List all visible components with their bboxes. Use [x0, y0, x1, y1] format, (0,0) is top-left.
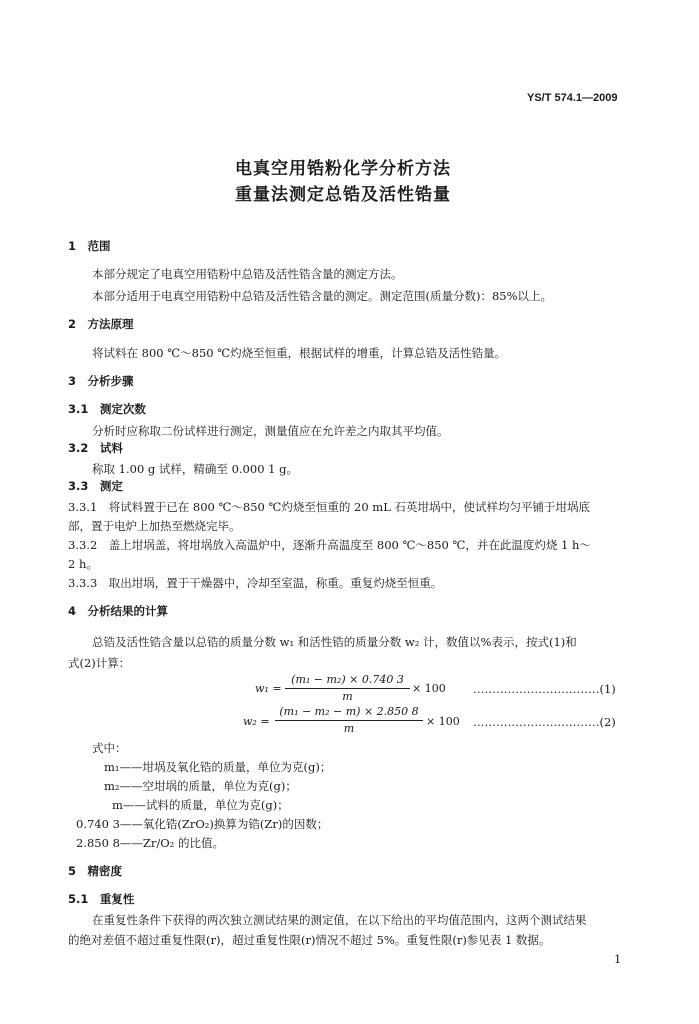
section-3-3-1-line-1: 3.3.1 将试料置于已在 800 ℃～850 ℃灼烧至恒重的 20 mL 石英坩埚中，使试样均匀平铺于坩埚底	[68, 500, 590, 514]
formula-2-denominator: m	[343, 722, 355, 735]
section-3-3-heading: 3.3 测定	[68, 479, 123, 493]
section-3-2-heading: 3.2 试料	[68, 441, 123, 455]
definition-m2: m₂——空坩埚的质量，单位为克(g)；	[104, 779, 297, 793]
section-1-paragraph-2: 本部分适用于电真空用锆粉中总锆及活性锆含量的测定。测定范围(质量分数)：85%以上。	[92, 289, 553, 303]
section-2-paragraph: 将试料在 800 ℃～850 ℃灼烧至恒重，根据试样的增重，计算总锆及活性锆量。	[92, 346, 507, 360]
page-number: 1	[614, 952, 622, 966]
title-line-1: 电真空用锆粉化学分析方法	[235, 159, 451, 179]
section-2-heading: 2 方法原理	[68, 317, 134, 331]
section-5-1-line-1: 在重复性条件下获得的两次独立测试结果的测定值，在以下给出的平均值范围内，这两个测试结果	[92, 913, 587, 927]
section-5-1-line-2: 的绝对差值不超过重复性限(r)，超过重复性限(r)情况不超过 5%。重复性限(r)参见表 1 数据。	[68, 933, 551, 947]
section-3-2-paragraph: 称取 1.00 g 试样，精确至 0.000 1 g。	[92, 462, 298, 476]
definition-ratio: 2.850 8——Zr/O₂ 的比值。	[76, 836, 224, 850]
definition-factor: 0.740 3——氧化锆(ZrO₂)换算为锆(Zr)的因数；	[76, 817, 329, 831]
section-4-heading: 4 分析结果的计算	[68, 604, 169, 618]
formula-1-tail: × 100	[412, 682, 446, 695]
definition-m1: m₁——坩埚及氧化锆的质量，单位为克(g)；	[104, 760, 332, 774]
section-3-3-1-line-2: 部，置于电炉上加热至燃烧完毕。	[68, 519, 241, 533]
title-line-2: 重量法测定总锆及活性锆量	[235, 185, 451, 205]
section-4-paragraph-line-1: 总锆及活性锆含量以总锆的质量分数 w₁ 和活性锆的质量分数 w₂ 计，数值以%表示，按式(1)和	[92, 635, 577, 649]
section-3-3-2-line-2: 2 h。	[68, 557, 98, 571]
section-1-heading: 1 范围	[68, 239, 111, 253]
formula-1-fraction-bar	[285, 688, 410, 689]
formula-1-denominator: m	[342, 690, 353, 703]
section-5-heading: 5 精密度	[68, 864, 123, 878]
formula-2-tail: × 100	[426, 715, 460, 728]
formula-2-fraction-bar	[275, 720, 423, 721]
section-4-paragraph-line-2: 式(2)计算：	[68, 656, 131, 670]
definition-m: m——试料的质量，单位为克(g)；	[112, 798, 289, 812]
standard-number: YS/T 574.1—2009	[527, 92, 618, 104]
section-3-3-3: 3.3.3 取出坩埚，置于干燥器中，冷却至室温，称重。重复灼烧至恒重。	[68, 576, 443, 590]
formula-1-number: ……………………………(1)	[473, 682, 616, 696]
section-3-heading: 3 分析步骤	[68, 374, 134, 388]
formula-2-numerator: (m₁ − m₂ − m) × 2.850 8	[279, 705, 419, 718]
formula-2-number: ……………………………(2)	[473, 715, 616, 729]
section-1-paragraph-1: 本部分规定了电真空用锆粉中总锆及活性锆含量的测定方法。	[92, 267, 403, 281]
section-3-1-heading: 3.1 测定次数	[68, 402, 146, 416]
section-5-1-heading: 5.1 重复性	[68, 892, 135, 906]
formula-1-lhs: w₁ =	[255, 682, 282, 695]
formula-2-lhs: w₂ =	[243, 715, 270, 728]
formula-1-numerator: (m₁ − m₂) × 0.740 3	[291, 673, 404, 686]
section-3-3-2-line-1: 3.3.2 盖上坩埚盖，将坩埚放入高温炉中，逐渐升高温度至 800 ℃～850 ℃，并在此温度灼烧 1 h～	[68, 538, 591, 552]
where-label: 式中：	[92, 741, 127, 755]
section-3-1-paragraph: 分析时应称取二份试样进行测定，测量值应在允许差之内取其平均值。	[92, 424, 449, 438]
